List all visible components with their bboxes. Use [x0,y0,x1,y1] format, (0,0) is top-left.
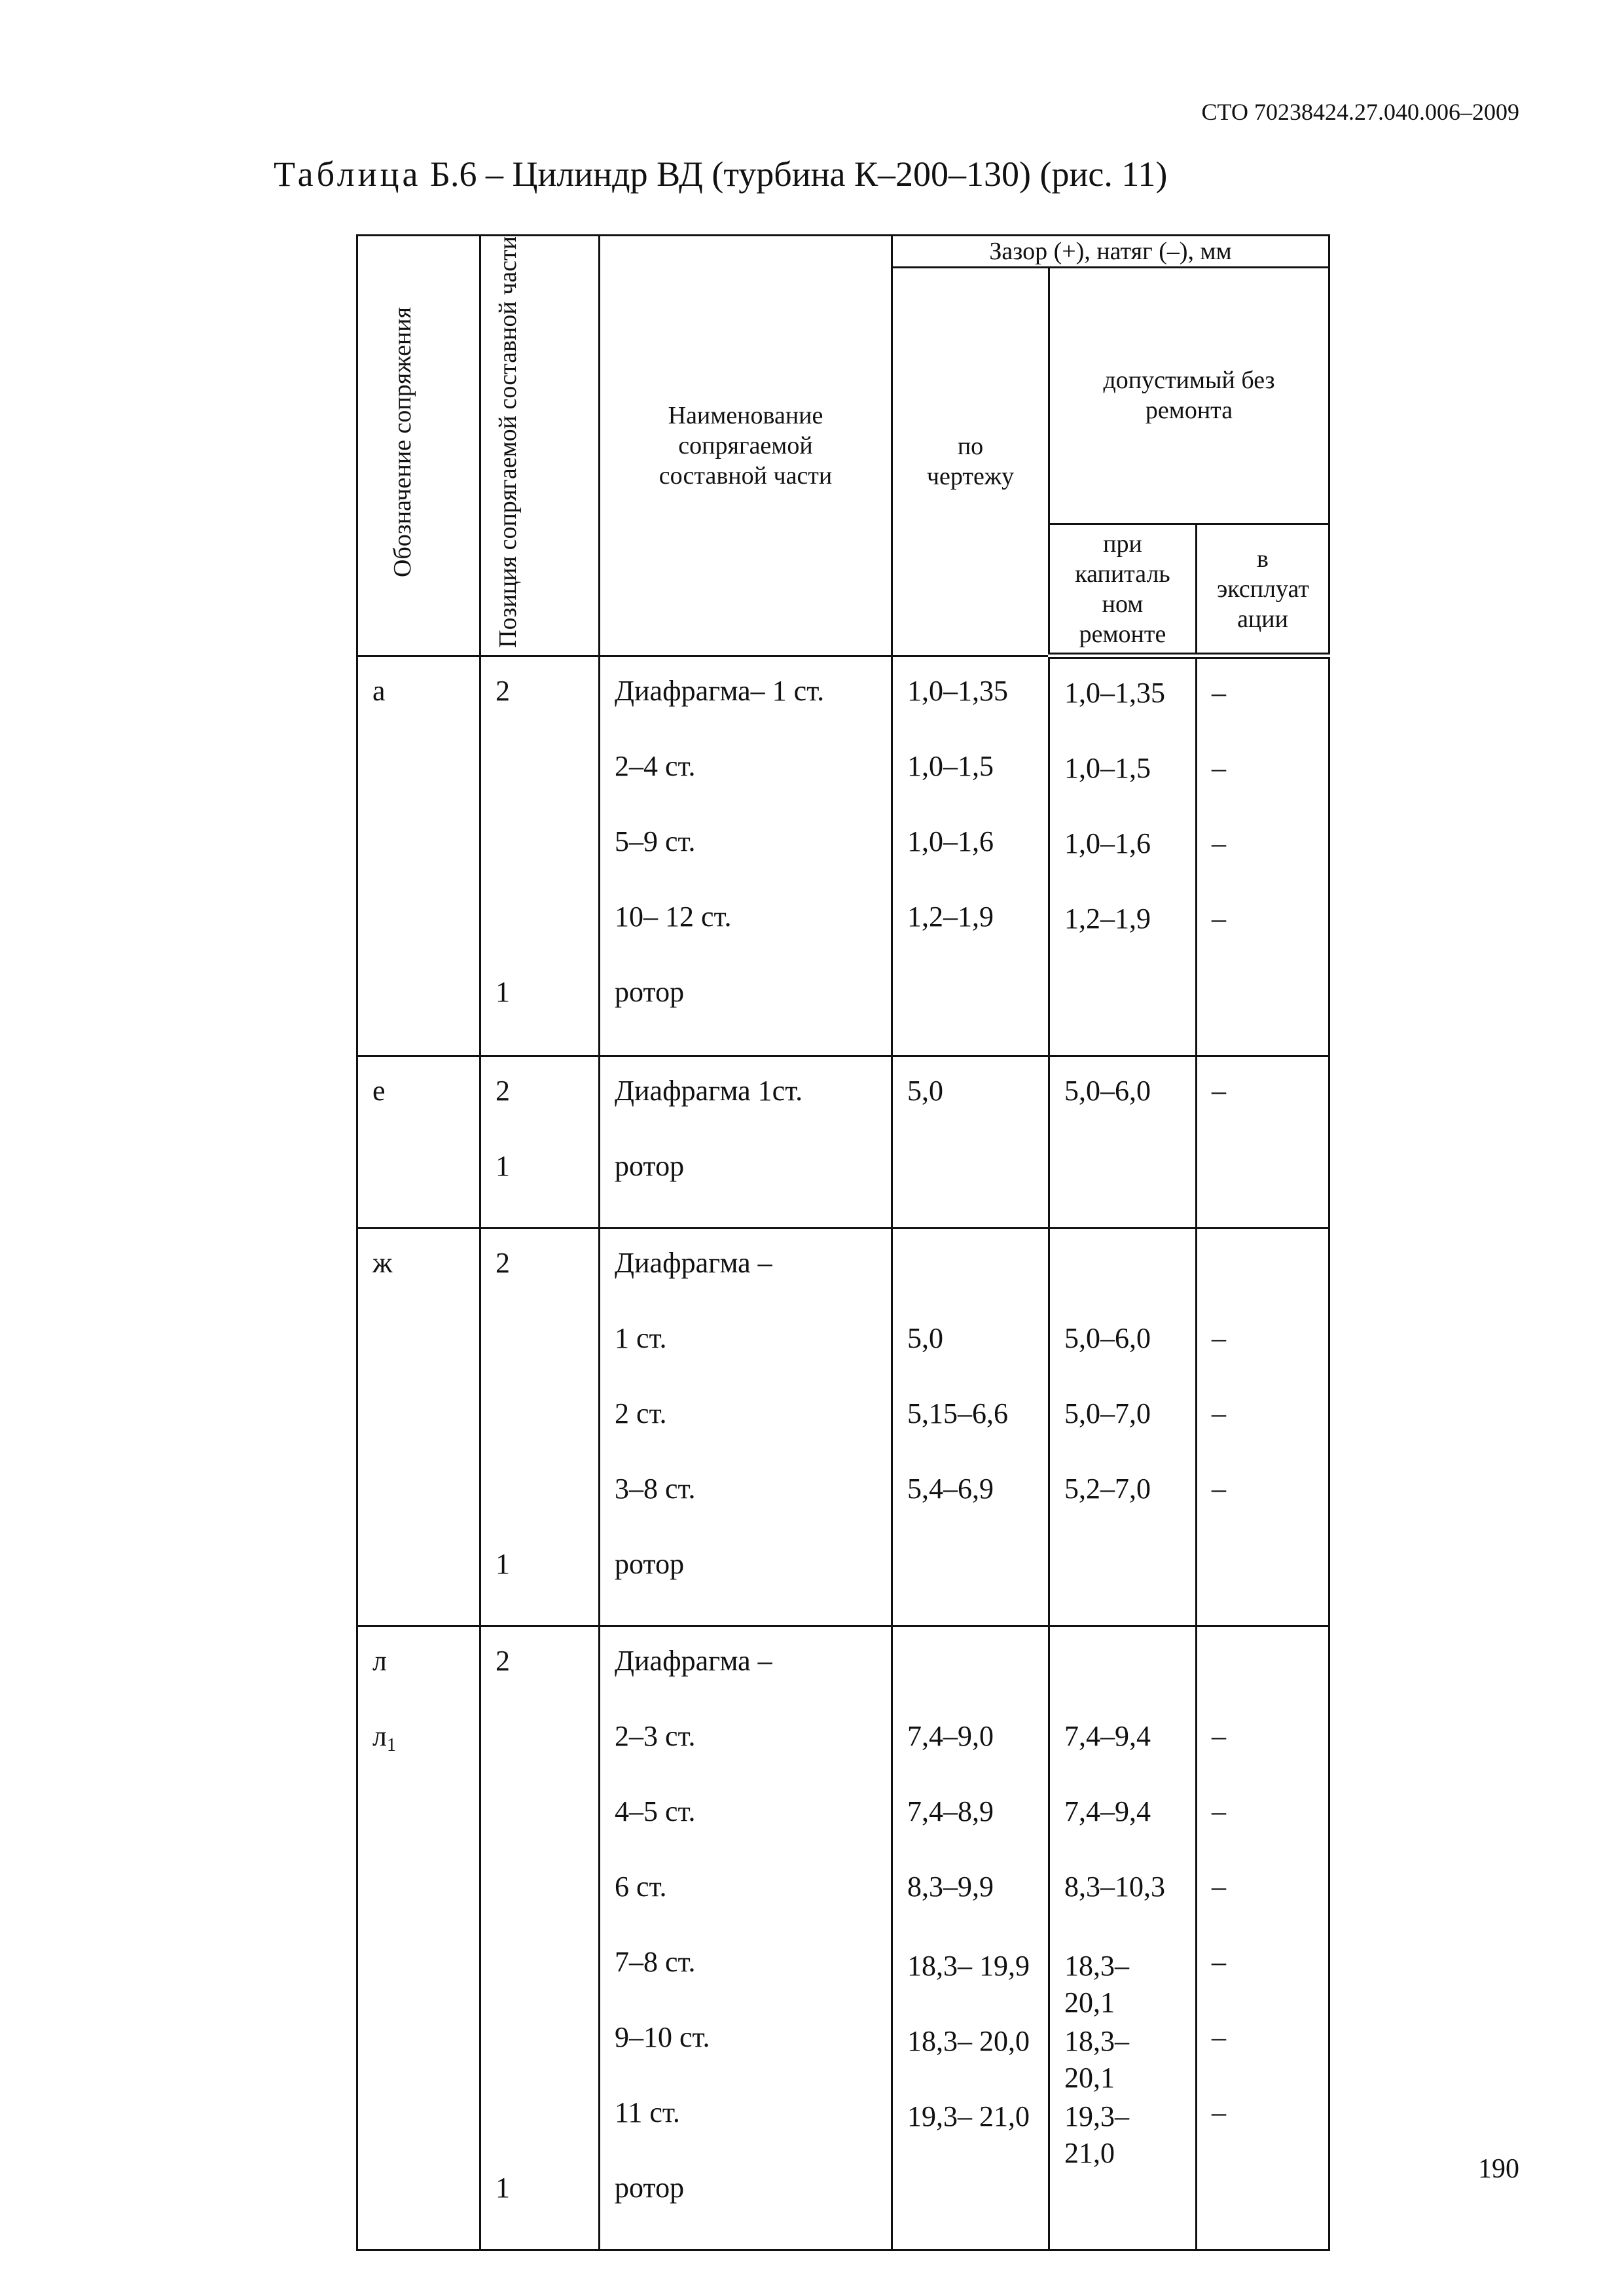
position-line: 2 [496,1247,510,1280]
table-row [357,1056,1329,1229]
name-line: Диафрагма – [615,1247,772,1280]
position-line: 1 [496,975,510,1008]
designation-line: $л_1$ [372,1720,396,1756]
cell-designation [357,1056,480,1229]
operation-line: – [1212,1473,1226,1505]
operation-line: – [1212,903,1226,935]
operation-line: – [1212,1795,1226,1828]
designation-line [358,752,479,827]
position-line: 1 [496,1150,510,1183]
operation-line: – [1212,752,1226,785]
position-line: 2 [496,674,510,707]
position-line [481,1324,598,1399]
position-line [481,1948,598,2023]
overhaul-line: 5,0–6,0 [1064,1322,1151,1355]
name-line: 9–10 ст. [615,2021,710,2054]
header-gap-group: Зазор (+), натяг (–), мм [892,236,1329,268]
name-line: 2–4 ст. [615,749,696,782]
drawing-line: 8,3–9,9 [907,1871,994,1903]
drawing-line: 5,15–6,6 [907,1397,1008,1430]
drawing-line [893,1647,1048,1722]
designation-line [358,1152,479,1227]
operation-line [1197,1249,1328,1324]
cell-operation [1197,1626,1329,2250]
position-line [481,2023,598,2098]
cell-operation [1197,1056,1329,1229]
position-line [481,1722,598,1797]
position-line [481,903,598,978]
operation-line: – [1212,1397,1226,1430]
name-line: ротор [615,1548,685,1581]
overhaul-line: 18,3– 20,1 [1064,2025,1129,2094]
drawing-line [893,2174,1048,2249]
operation-line: – [1212,1322,1226,1355]
cell-drawing [892,1229,1049,1626]
drawing-line: 18,3– 20,0 [907,2025,1030,2058]
cell-position [480,1056,600,1229]
drawing-line [893,1249,1048,1324]
operation-line: – [1212,1720,1226,1753]
designation-line [358,1399,479,1475]
name-line: 5–9 ст. [615,825,696,857]
header-position: Позиция сопрягаемой составной части [480,236,600,656]
position-line [481,1475,598,1550]
name-line: 1 ст. [615,1322,667,1355]
name-line: 7–8 ст. [615,1946,696,1979]
overhaul-line: 1,0–1,35 [1064,677,1165,709]
name-line: ротор [615,2172,685,2204]
designation-line [358,1324,479,1399]
position-line: 1 [496,2172,510,2204]
drawing-line: 1,0–1,35 [907,674,1008,707]
cell-overhaul [1049,1229,1197,1626]
position-line [481,1399,598,1475]
overhaul-line: 1,2–1,9 [1064,903,1151,935]
operation-line: – [1212,1946,1226,1979]
drawing-line: 7,4–8,9 [907,1795,994,1828]
table-row [357,656,1329,1056]
operation-line [1197,1550,1328,1625]
name-line: Диафрагма 1ст. [615,1075,803,1107]
designation-line: е [372,1075,386,1107]
overhaul-line: 7,4–9,4 [1064,1720,1151,1753]
table-row [357,1229,1329,1626]
drawing-line: 18,3– 19,9 [907,1950,1030,1982]
drawing-line [893,978,1048,1053]
operation-line [1197,1647,1328,1722]
cell-designation [357,1229,480,1626]
overhaul-line: 5,2–7,0 [1064,1473,1151,1505]
header-designation: Обозначение сопряжения [357,236,480,656]
cell-designation [357,656,480,1056]
cell-name [600,656,892,1056]
cell-drawing [892,1626,1049,2250]
table-row [357,1626,1329,2250]
operation-line: – [1212,827,1226,860]
header-allowed-group: допустимый без ремонта [1049,268,1329,524]
overhaul-line: 5,0–7,0 [1064,1397,1151,1430]
name-line: 3–8 ст. [615,1473,696,1505]
designation-subscript: 1 [386,1735,396,1756]
drawing-line: 1,0–1,6 [907,825,994,857]
overhaul-line: 1,0–1,6 [1064,827,1151,860]
operation-line: – [1212,1871,1226,1903]
header-name: Наименование сопрягаемой составной части [600,236,892,656]
designation-line [358,1797,479,1873]
drawing-line: 5,4–6,9 [907,1473,994,1505]
overhaul-line: 1,0–1,5 [1064,752,1151,785]
designation-line [358,1550,479,1625]
operation-line: – [1212,2021,1226,2054]
operation-line: – [1212,2096,1226,2129]
clearance-table [356,234,1330,2251]
position-line [481,1873,598,1948]
position-line [481,1797,598,1873]
position-line [481,2098,598,2174]
position-line: 2 [496,1645,510,1677]
overhaul-line [1050,1647,1195,1722]
operation-line [1197,1152,1328,1227]
position-line: 2 [496,1075,510,1107]
overhaul-line: 18,3– 20,1 [1064,1950,1129,2019]
overhaul-line [1050,1152,1195,1227]
cell-name [600,1056,892,1229]
overhaul-line [1050,2174,1195,2249]
header-at-overhaul: при капиталь ном ремонте [1049,524,1197,656]
overhaul-line: 7,4–9,4 [1064,1795,1151,1828]
position-line: 1 [496,1548,510,1581]
operation-line: – [1212,1075,1226,1107]
name-line: ротор [615,1150,685,1183]
table-title [274,154,1167,194]
designation-line [358,1873,479,1948]
designation-line: а [372,674,386,707]
table-title-prefix: Таблица [274,154,422,194]
drawing-line: 5,0 [907,1075,943,1107]
overhaul-line [1050,1249,1195,1324]
name-line: 4–5 ст. [615,1795,696,1828]
cell-drawing [892,656,1049,1056]
name-line: Диафрагма – [615,1645,772,1677]
designation-line [358,2023,479,2098]
cell-overhaul [1049,1056,1197,1229]
drawing-line: 5,0 [907,1322,943,1355]
operation-line: – [1212,677,1226,709]
designation-line: ж [372,1247,393,1280]
cell-operation [1197,1229,1329,1626]
name-line: 2 ст. [615,1397,667,1430]
designation-line [358,978,479,1053]
overhaul-line: 5,0–6,0 [1064,1075,1151,1107]
table-title-text: Б.6 – Цилиндр ВД (турбина К–200–130) (рис. 11) [421,154,1168,194]
cell-designation [357,1626,480,2250]
designation-line [358,1475,479,1550]
position-line [481,752,598,827]
designation-line [358,827,479,903]
cell-overhaul [1049,1626,1197,2250]
cell-overhaul [1049,656,1197,1056]
name-line: 11 ст. [615,2096,680,2129]
name-line: Диафрагма– 1 ст. [615,674,825,707]
name-line: 2–3 ст. [615,1720,696,1753]
designation-line [358,903,479,978]
overhaul-line: 19,3– 21,0 [1064,2100,1129,2170]
header-in-operation: в эксплуат ации [1197,524,1329,656]
drawing-line: 7,4–9,0 [907,1720,994,1753]
cell-name [600,1626,892,2250]
designation-line [358,1948,479,2023]
header-by-drawing: по чертежу [892,268,1049,656]
designation-line [358,2174,479,2249]
overhaul-line [1050,1550,1195,1625]
page-number: 190 [1478,2154,1519,2184]
name-line: 6 ст. [615,1871,667,1903]
name-line: ротор [615,975,685,1008]
cell-position [480,656,600,1056]
designation-line: л [372,1645,387,1677]
document-code: СТО 70238424.27.040.006–2009 [1201,99,1519,125]
cell-name [600,1229,892,1626]
name-line: 10– 12 ст. [615,900,732,933]
drawing-line: 1,2–1,9 [907,900,994,933]
drawing-line [893,1152,1048,1227]
designation-line [358,2098,479,2174]
drawing-line: 1,0–1,5 [907,749,994,782]
cell-position [480,1626,600,2250]
operation-line [1197,980,1328,1055]
overhaul-line: 8,3–10,3 [1064,1871,1165,1903]
cell-position [480,1229,600,1626]
cell-drawing [892,1056,1049,1229]
cell-operation [1197,656,1329,1056]
drawing-line [893,1550,1048,1625]
operation-line [1197,2174,1328,2249]
position-line [481,827,598,903]
drawing-line: 19,3– 21,0 [907,2100,1030,2133]
overhaul-line [1050,980,1195,1055]
